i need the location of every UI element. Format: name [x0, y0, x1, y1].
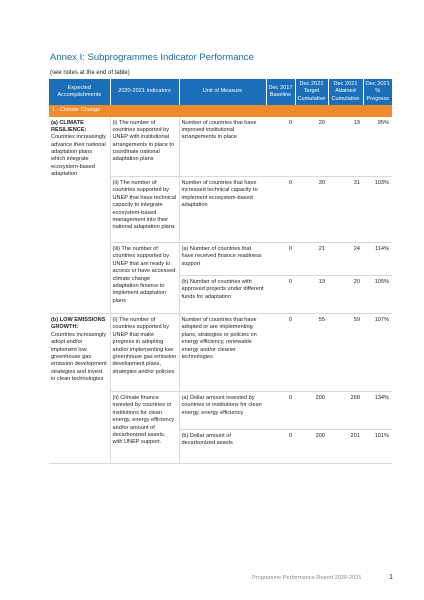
- progress-cell: 95%: [363, 117, 392, 177]
- attained-cell: 24: [328, 243, 363, 276]
- attained-cell: 20: [328, 276, 363, 314]
- header-unit: Unit of Measure: [179, 79, 266, 105]
- baseline-cell: 0: [266, 243, 295, 276]
- table-row: [49, 314, 392, 392]
- indicator-table: [49, 79, 392, 464]
- unit-cell: (a) Dollar amount invested by countries or institutions for clean energy, energy efficiency: [179, 392, 266, 430]
- page-footer: Programme Performance Report 2020-2021: [252, 575, 362, 581]
- baseline-cell: 0: [266, 392, 295, 430]
- unit-cell: Number of countries that have increased technical capacity to implement ecosystem-based adaptation: [179, 177, 266, 243]
- progress-cell: 101%: [363, 430, 392, 464]
- header-baseline: Dec 2017 Baseline: [266, 79, 295, 105]
- target-cell: 200: [295, 430, 328, 464]
- section-row: [49, 105, 392, 116]
- progress-cell: 114%: [363, 243, 392, 276]
- unit-cell: Number of countries that have improved institutional arrangements in place: [179, 117, 266, 177]
- progress-cell: 105%: [363, 276, 392, 314]
- unit-cell: (b) Dollar amount of decarbonized assets: [179, 430, 266, 464]
- target-cell: 30: [295, 177, 328, 243]
- expected-accomplishment: [49, 117, 110, 314]
- target-cell: 21: [295, 243, 328, 276]
- header-progress: Dec 2021 % Progress: [363, 79, 392, 105]
- indicator-cell: (iii) The number of countries supported by UNEP that are ready to access or have accessed climate change adaptation finance to implement adaptation plans: [110, 243, 179, 314]
- attained-cell: 31: [328, 177, 363, 243]
- indicator-cell: (ii) Climate finance invested by countries or institutions for clean energy, energy efficiency and/or amount of decarbonized assets, with UNEP support.: [110, 392, 179, 464]
- table-note: (see notes at the end of table): [50, 70, 130, 76]
- expected-accomplishment: [49, 314, 110, 464]
- target-cell: 19: [295, 276, 328, 314]
- progress-cell: 134%: [363, 392, 392, 430]
- table-row: [49, 117, 392, 177]
- baseline-cell: 0: [266, 314, 295, 392]
- ea-text: Countries increasingly adopt and/or implement low greenhouse gas emission development strategies and invest in clean technologies: [51, 331, 107, 382]
- target-cell: 200: [295, 392, 328, 430]
- section-label: 1 - Climate Change: [49, 105, 392, 116]
- ea-text: Countries increasingly advance their national adaptation plans which integrate ecosystem-based adaptation: [51, 134, 107, 178]
- unit-cell: (a) Number of countries that have received finance readiness support: [179, 243, 266, 276]
- indicator-cell: (i) The number of countries supported by UNEP with institutional arrangements in place to coordinate national adaptation plans: [110, 117, 179, 177]
- header-expected: Expected Accomplishments: [49, 79, 110, 105]
- attained-cell: 19: [328, 117, 363, 177]
- unit-cell: (b) Number of countries with approved projects under different funds for adaptation: [179, 276, 266, 314]
- ea-title: (a) CLIMATE RESILIENCE:: [51, 119, 87, 133]
- baseline-cell: 0: [266, 276, 295, 314]
- attained-cell: 59: [328, 314, 363, 392]
- table-header-row: [49, 79, 392, 105]
- target-cell: 55: [295, 314, 328, 392]
- progress-cell: 103%: [363, 177, 392, 243]
- header-indicators: 2020-2021 Indicators: [110, 79, 179, 105]
- indicator-cell: (ii) The number of countries supported by UNEP that have technical capacity to integrate ecosystem-based management into their national adaptation plans: [110, 177, 179, 243]
- attained-cell: 268: [328, 392, 363, 430]
- indicator-cell: (i) The number of countries supported by UNEP that make progress in adopting and/or implementing low greenhouse gas emission development plans, strategies and/or policies: [110, 314, 179, 392]
- header-attained: Dec 2021 Attained Cumulative: [328, 79, 363, 105]
- ea-title: (b) LOW EMISSIONS GROWTH:: [51, 317, 106, 331]
- attained-cell: 201: [328, 430, 363, 464]
- baseline-cell: 0: [266, 117, 295, 177]
- unit-cell: Number of countries that have adopted or are implementing plans, strategies or policies on energy efficiency, renewable energy and/or cleaner technologies: [179, 314, 266, 392]
- target-cell: 20: [295, 117, 328, 177]
- page-title: Annex I: Subprogrammes Indicator Performance: [50, 52, 254, 63]
- baseline-cell: 0: [266, 177, 295, 243]
- page-number: 1: [389, 574, 393, 581]
- progress-cell: 107%: [363, 314, 392, 392]
- header-target: Dec 2021 Target Cumulative: [295, 79, 328, 105]
- baseline-cell: 0: [266, 430, 295, 464]
